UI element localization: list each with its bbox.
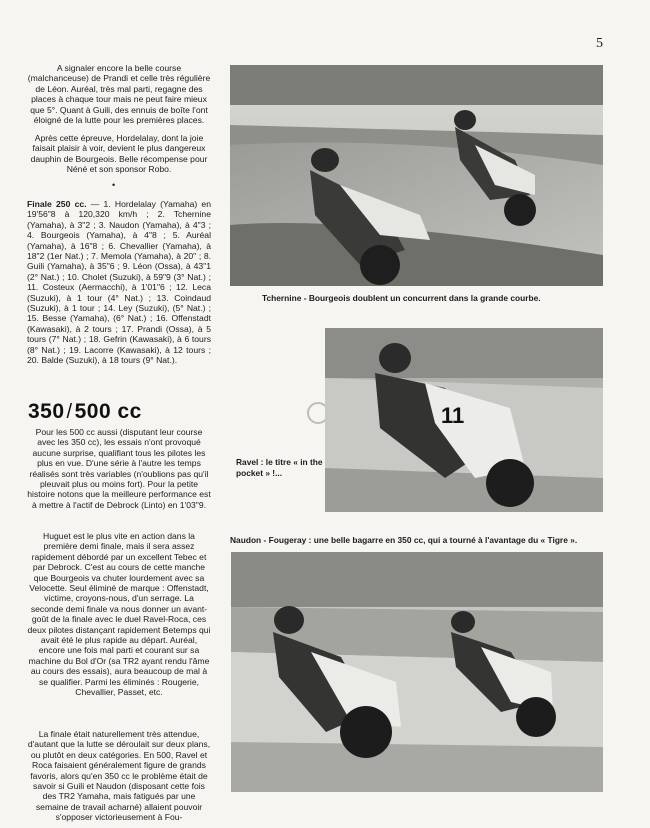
caption-photo3: Naudon - Fougeray : une belle bagarre en 350 cc, qui a tourné à l'avantage du « Tigre ». <box>230 535 578 545</box>
caption-photo2: Ravel : le titre « in the pocket » !... <box>236 457 323 478</box>
section-heading-350-500 <box>28 400 142 424</box>
paragraph-demi-finales: Huguet est le plus vite en action dans la première demi finale, mais il sera assez rapidement débordé par un excellent Tebec et par Debrock. C'est au cours de cette manche que Bourgeois va chuter lourdement avec sa Velocette. Seul éliminé de marque : Offenstadt, victime, croyons-nous, d'un serrage. La seconde demi finale va nous donner un avant-goût de la finale avec le duel Ravel-Roca, ces deux pilotes distançant rapidement Betemps qui avait été le plus rapide au départ. Auréal, encore une fois mal parti et courant sur sa machine du Bol d'Or (sa TR2 ayant rendu l'âme au cours des essais), aura beaucoup de mal à se qualifier. Parmi les éliminés : Rougerie, Chevallier, Passet, etc. <box>27 531 211 698</box>
demi-finales-paragraph <box>27 531 211 698</box>
finale-paragraph <box>27 729 211 823</box>
paragraph-essais: Pour les 500 cc aussi (disputant leur course avec les 350 cc), les essais n'ont provoqué aucune surprise, qualifiant tous les pilotes les plus en vue. D'une série à l'autre les temps réalisés sont très variables (n'oublions pas qu'il pleuvait plus ou moins fort). Pour la petite histoire notons que la meilleure performance est à mettre à l'actif de Debrock (Linto) en 1'03"9. <box>27 427 211 510</box>
championship-paragraph <box>27 133 211 175</box>
photo1-image <box>230 65 603 286</box>
intro-paragraph <box>27 63 211 125</box>
paragraph-race-notes: A signaler encore la belle course (malchanceuse) de Prandi et celle très régulière de Léon. Auréal, très mal parti, regagne des places à chaque tour mais ne peut faire mieux que 5°. Quant à Guili, des ennuis de boîte l'ont éloigné de la lutte pour les premières places. <box>27 63 211 126</box>
photo-ravel <box>325 328 603 512</box>
caption-photo1: Tchernine - Bourgeois doublent un concurrent dans la grande courbe. <box>262 293 541 303</box>
section-bullet: • <box>112 180 116 190</box>
essais-paragraph <box>27 427 211 510</box>
heading-350: 350 <box>28 400 65 423</box>
photo-tchernine-bourgeois <box>230 65 603 286</box>
heading-500cc: 500 cc <box>74 400 142 423</box>
race-number-label: 11 <box>441 403 465 428</box>
paragraph-finale: La finale était naturellement très attendue, d'autant que la lutte se déroulait sur deux plans, ou plutôt en deux catégories. En 500, Ravel et Roca faisaient généralement figure de grands favoris, alors qu'en 350 cc le problème était de savoir si Guili et Naudon (disposant cette fois des TR2 Yamaha, mais fatigués par une semaine de travail acharné) allaient pouvoir s'opposer victorieusement à Fou- <box>27 729 211 823</box>
page-number: 5 <box>596 36 603 51</box>
heading-slash: / <box>66 401 73 423</box>
photo3-image <box>231 552 603 792</box>
photo2-image <box>325 328 603 512</box>
photo-naudon-fougeray <box>231 552 603 792</box>
results-text: — 1. Hordelalay (Yamaha) en 19'56"8 à 120,320 km/h ; 2. Tchernine (Yamaha), à 3"2 ; 3. Naudon (Yamaha), à 4"3 ; 4. Bourgeois (Yamaha), à 4"8 ; 5. Auréal (Yamaha), à 16"8 ; 6. Chevallier (Yamaha), à 18"2 (1er Nat.) ; 7. Memola (Yamaha), à 20" ; 8. Guili (Yamaha), à 35"6 ; 9. Léon (Ossa), à 43"1 (2° Nat.) ; 10. Cholet (Suzuki), à 59"9 (3° Nat.) ; 11. Costeux (Aermacchi), à 1'01"6 ; 12. Leca (Suzuki), à 1 tour (4° Nat.) ; 13. Coindaud (Suzuki), à 1 tour ; 14. Ley (Suzuki), (5° Nat.) ; 15. Besse (Yamaha), (6° Nat.) ; 16. Offenstadt (Kawasaki), à 2 tours ; 17. Prandi (Ossa), à 5 tours (7° Nat.) ; 18. Gefrin (Kawasaki), à 6 tours (8° Nat.) ; 19. Lacorre (Kawasaki), à 12 tours ; 20. Balde (Suzuki), à 18 tours (9° Nat.). <box>27 199 211 366</box>
results-250cc <box>27 199 211 366</box>
results-paragraph <box>27 199 211 366</box>
results-label: Finale 250 cc. <box>27 199 87 209</box>
paragraph-championship: Après cette épreuve, Hordelalay, dont la joie faisait plaisir à voir, devient le plus dangereux dauphin de Bourgeois. Belle récompense pour Néné et son sponsor Robo. <box>30 133 208 175</box>
